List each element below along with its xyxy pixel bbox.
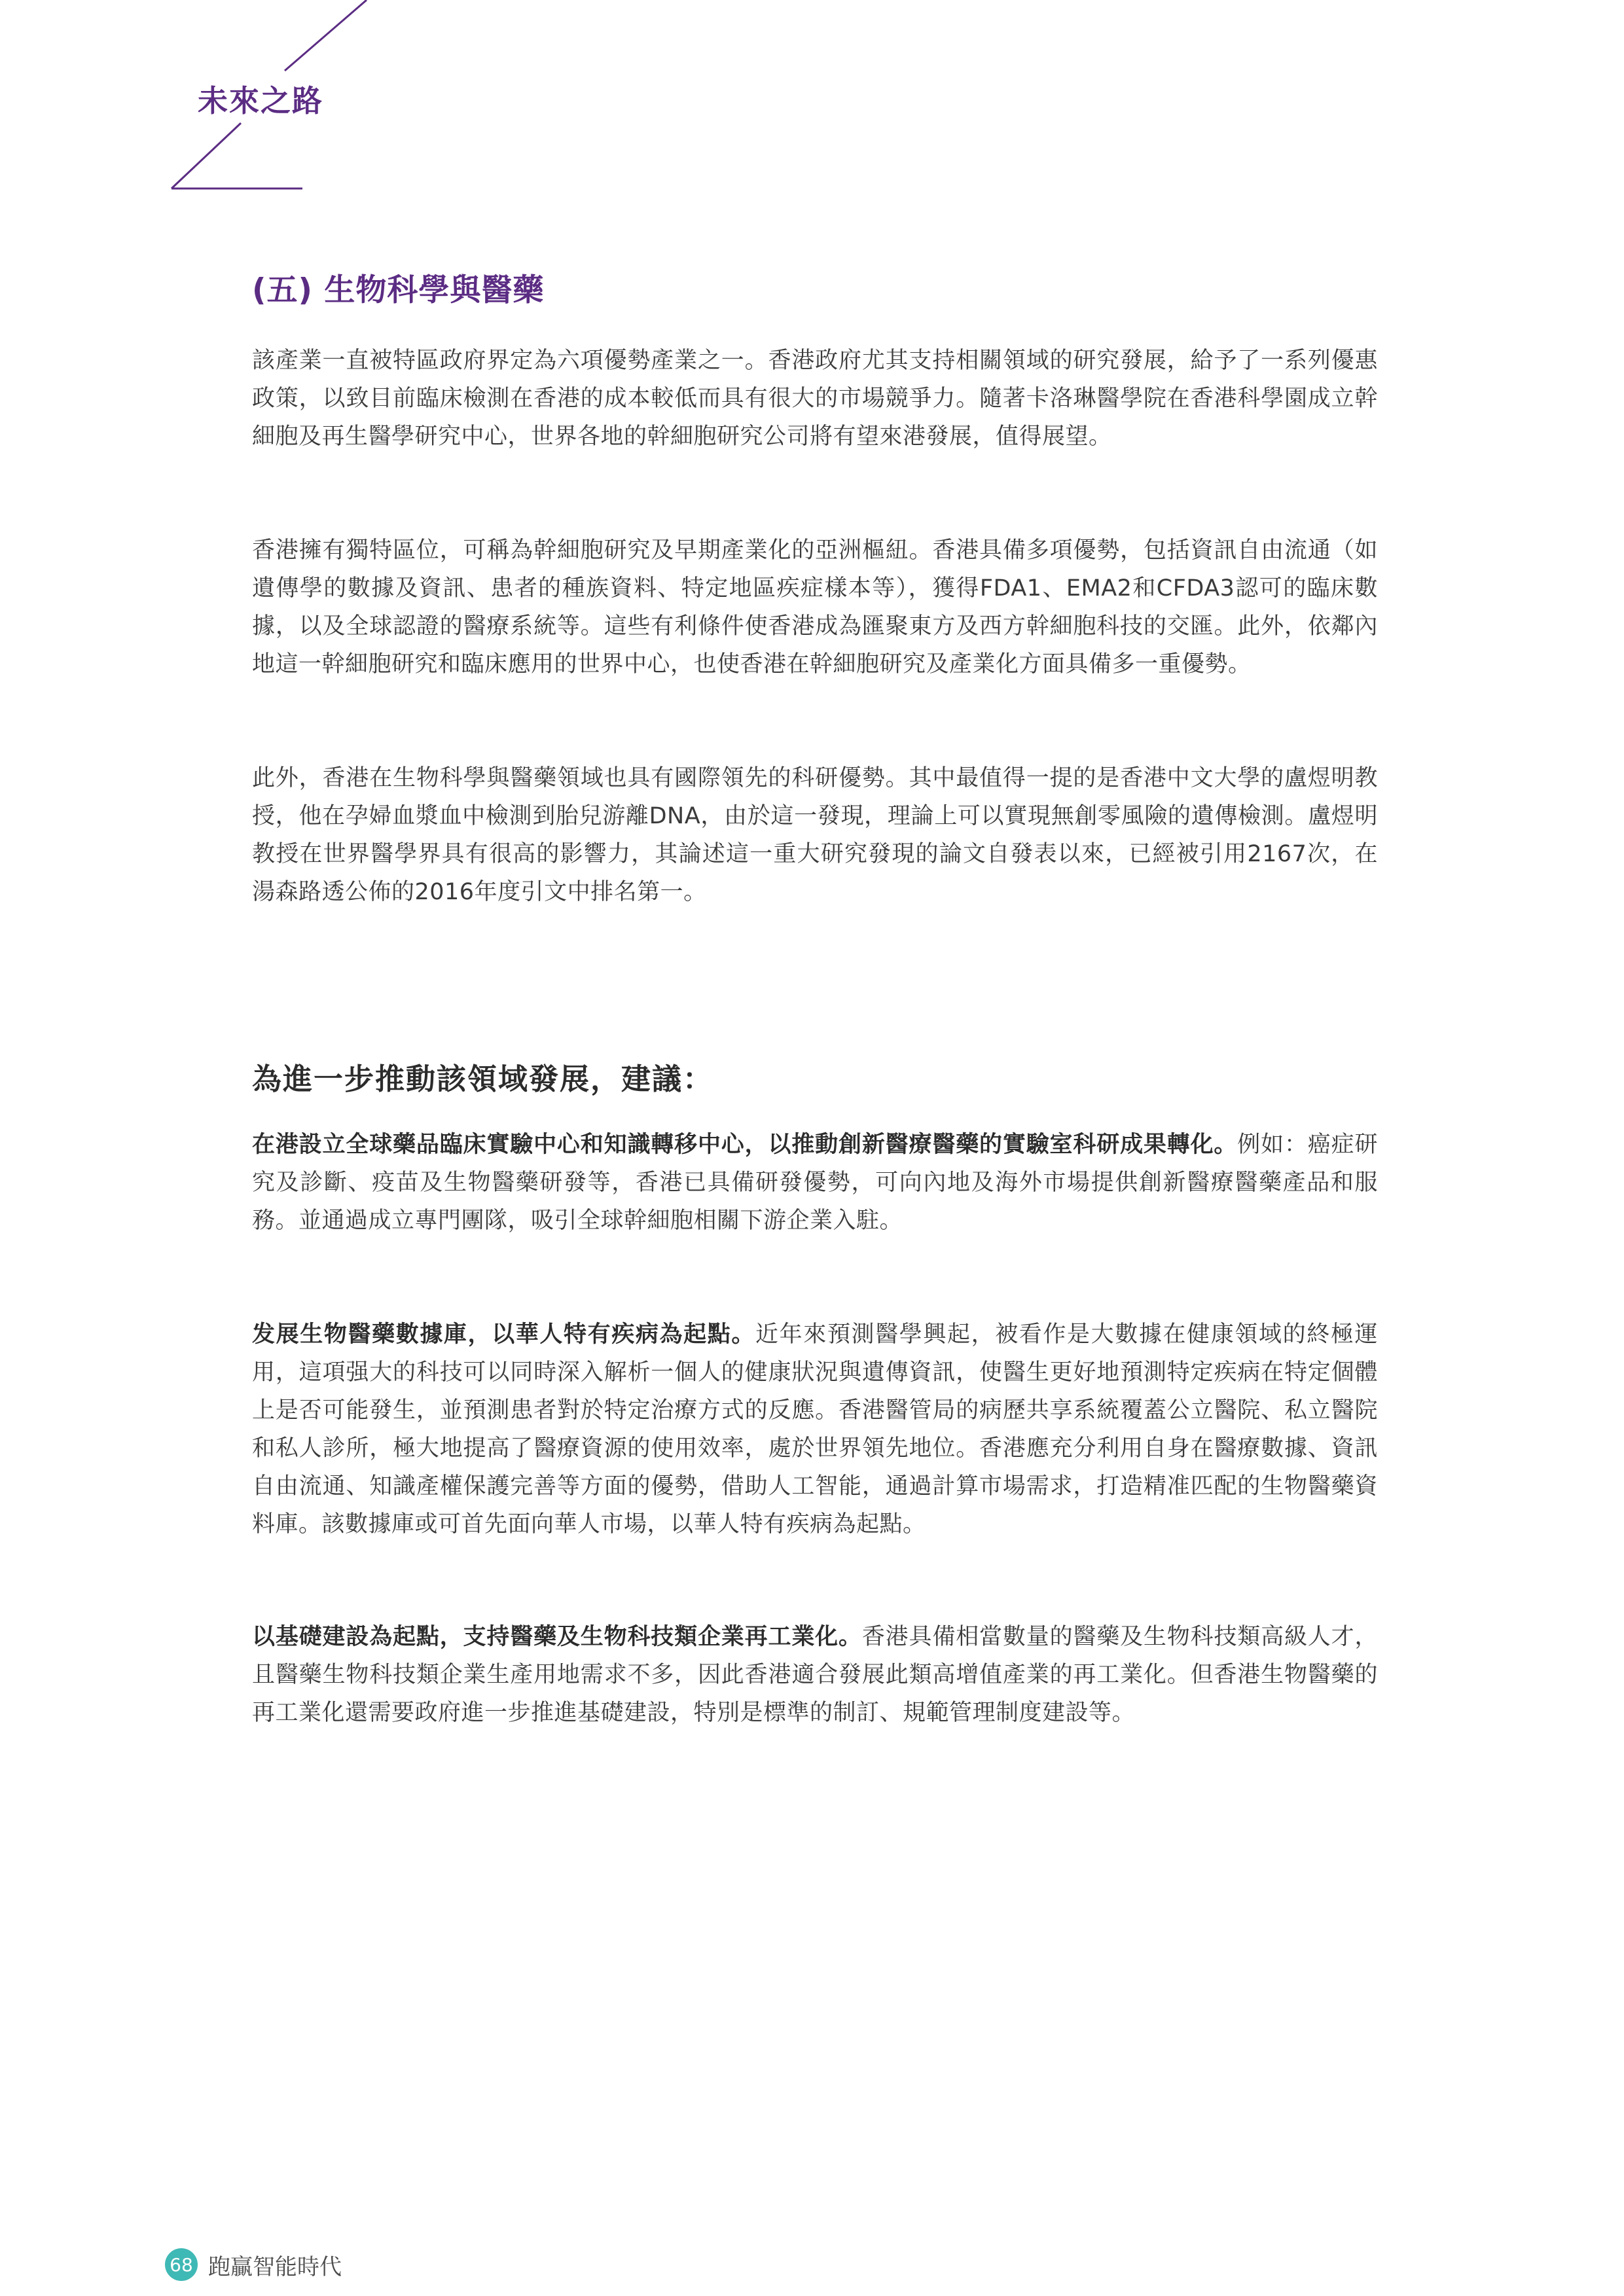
- body-paragraph: 該產業一直被特區政府界定為六項優勢產業之一。香港政府尤其支持相關領域的研究發展，給予了一系列優惠政策，以致目前臨床檢測在香港的成本較低而具有很大的市場競爭力。隨著卡洛琳醫學院在香港科學園成立幹細胞及再生醫學研究中心，世界各地的幹細胞研究公司將有望來港發展，值得展望。: [252, 348, 1378, 450]
- section-heading: (五) 生物科學與醫藥: [252, 272, 545, 308]
- recommendation-item: [252, 1126, 1378, 1240]
- page-footer: [165, 2246, 342, 2283]
- recommendation-item: [252, 1316, 1378, 1543]
- page-number-badge: 68: [165, 2248, 198, 2281]
- publication-title: 跑贏智能時代: [208, 2253, 342, 2280]
- recommendation-lead: 以基礎建設為起點，支持醫藥及生物科技類企業再工業化。: [252, 1624, 862, 1650]
- recommendation-text: 香港具備相當數量的醫藥及生物科技類高級人才，且醫藥生物科技類企業生產用地需求不多，因此香港適合發展此類高增值產業的再工業化。但香港生物醫藥的再工業化還需要政府進一步推進基礎建設，特別是標準的制訂、規範管理制度建設等。: [252, 1624, 1378, 1726]
- recommendation-lead: 发展生物醫藥數據庫，以華人特有疾病為起點。: [252, 1321, 755, 1348]
- body-paragraph: 香港擁有獨特區位，可稱為幹細胞研究及早期產業化的亞洲樞紐。香港具備多項優勢，包括資訊自由流通（如遺傳學的數據及資訊、患者的種族資料、特定地區疾症樣本等），獲得FDA1、EMA2和CFDA3認可的臨床數據，以及全球認證的醫療系統等。這些有利條件使香港成為匯聚東方及西方幹細胞科技的交匯。此外，依鄰內地這一幹細胞研究和臨床應用的世界中心，也使香港在幹細胞研究及產業化方面具備多一重優勢。: [252, 537, 1378, 677]
- body-paragraph: 此外，香港在生物科學與醫藥領域也具有國際領先的科研優勢。其中最值得一提的是香港中文大學的盧煜明教授，他在孕婦血漿血中檢測到胎兒游離DNA，由於這一發現，理論上可以實現無創零風險的遺傳檢測。盧煜明教授在世界醫學界具有很高的影響力，其論述這一重大研究發現的論文自發表以來，已經被引用2167次，在湯森路透公佈的2016年度引文中排名第一。: [252, 765, 1378, 905]
- recommendations-heading: 為進一步推動該領域發展，建議：: [252, 1062, 714, 1096]
- recommendation-text: 近年來預測醫學興起，被看作是大數據在健康領域的終極運用，這項强大的科技可以同時深入解析一個人的健康狀況與遺傳資訊，使醫生更好地預測特定疾病在特定個體上是否可能發生，並預測患者對於特定治療方式的反應。香港醫管局的病歷共享系統覆蓋公立醫院、私立醫院和私人診所，極大地提高了醫療資源的使用效率，處於世界領先地位。香港應充分利用自身在醫療數據、資訊自由流通、知識產權保護完善等方面的優勢，借助人工智能，通過計算市場需求，打造精准匹配的生物醫藥資料庫。該數據庫或可首先面向華人市場，以華人特有疾病為起點。: [252, 1321, 1378, 1537]
- recommendation-item: [252, 1618, 1378, 1732]
- recommendation-lead: 在港設立全球藥品臨床實驗中心和知識轉移中心，以推動創新醫療醫藥的實驗室科研成果轉化。: [252, 1132, 1238, 1158]
- recommendation-text: 例如：癌症研究及診斷、疫苗及生物醫藥研發等，香港已具備研發優勢，可向內地及海外市場提供創新醫療醫藥產品和服務。並通過成立專門團隊，吸引全球幹細胞相關下游企業入駐。: [252, 1132, 1378, 1234]
- section-label: 未來之路: [198, 83, 323, 118]
